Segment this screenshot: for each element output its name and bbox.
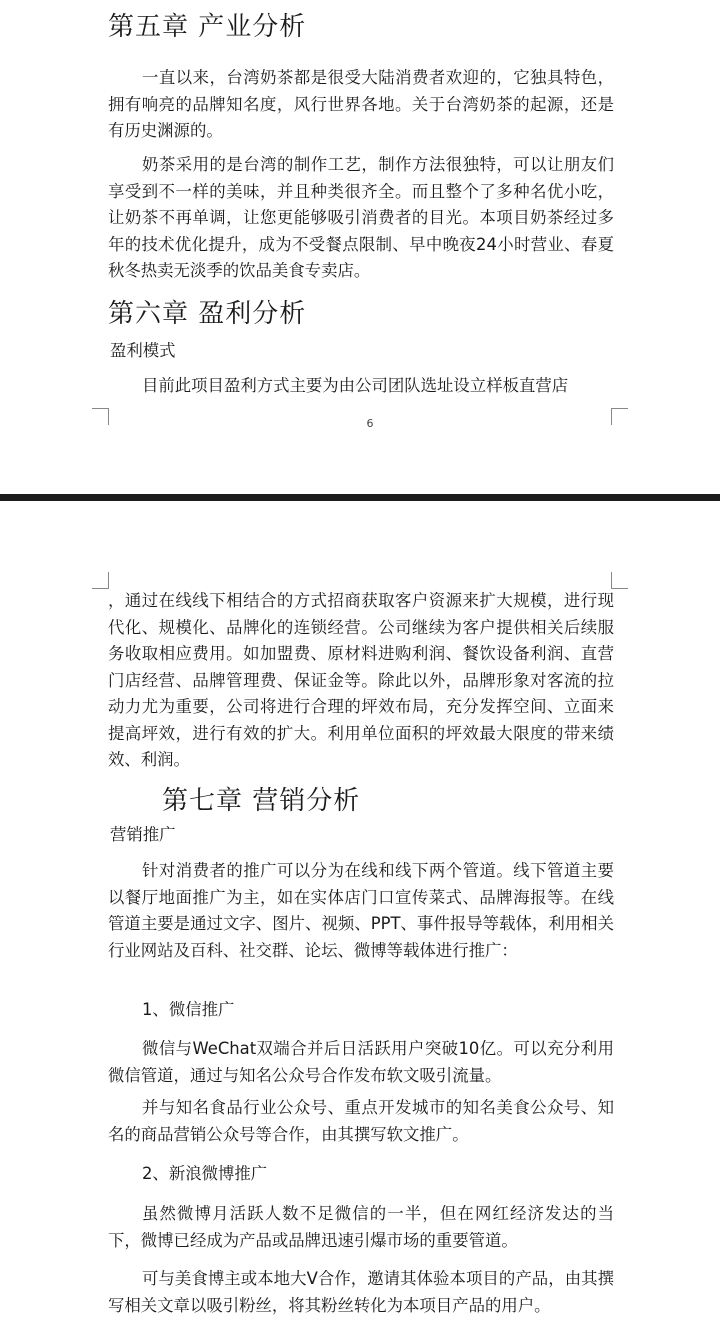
page-number: 6: [366, 417, 374, 430]
chapter5-paragraph-2: 奶茶采用的是台湾的制作工艺，制作方法很独特，可以让朋友们享受到不一样的美味，并且种类很齐全。而且整个了多种名优小吃，让奶茶不再单调，让您更能够吸引消费者的目光。本项目奶茶经过多年的技术优化提升，成为不受餐点限制、早中晚夜24小时营业、春夏秋冬热卖无淡季的饮品美食专卖店。: [108, 155, 614, 280]
weibo-paragraph-1: 虽然微博月活跃人数不足微信的一半，但在网红经济发达的当下，微博已经成为产品或品牌迅速引爆市场的重要管道。: [108, 1204, 614, 1250]
margin-corner-mark: [611, 572, 628, 589]
weibo-paragraph-2: 可与美食博主或本地大V合作，邀请其体验本项目的产品，由其撰写相关文章以吸引粉丝，将其粉丝转化为本项目产品的用户。: [108, 1269, 614, 1315]
chapter7-subheading: 营销推广: [110, 825, 176, 844]
margin-corner-mark: [92, 572, 109, 589]
wechat-paragraph-2: 并与知名食品行业公众号、重点开发城市的知名美食公众号、知名的商品营销公众号等合作，由其撰写软文推广。: [108, 1098, 614, 1144]
weibo-promotion-heading: 2、新浪微博推广: [142, 1164, 268, 1183]
wechat-paragraph-1: 微信与WeChat双端合并后日活跃用户突破10亿。可以充分利用微信管道，通过与知名公众号合作发布软文吸引流量。: [108, 1039, 614, 1085]
wechat-promotion-heading: 1、微信推广: [142, 1000, 235, 1019]
chapter6-paragraph-continued: ，通过在线线下相结合的方式招商获取客户资源来扩大规模，进行现代化、规模化、品牌化的连锁经营。公司继续为客户提供相关后续服务收取相应费用。如加盟费、原材料进购利润、餐饮设备利润、直营门店经营、品牌管理费、保证金等。除此以外，品牌形象对客流的拉动力尤为重要，公司将进行合理的坪效布局，充分发挥空间、立面来提高坪效，进行有效的扩大。利用单位面积的坪效最大限度的带来绩效、利润。: [108, 591, 614, 769]
chapter7-paragraph-1: 针对消费者的推广可以分为在线和线下两个管道。线下管道主要以餐厅地面推广为主，如在实体店门口宣传菜式、品牌海报等。在线管道主要是通过文字、图片、视频、PPT、事件报导等载体，利用相关行业网站及百科、社交群、论坛、微博等载体进行推广：: [108, 861, 614, 960]
chapter6-subheading: 盈利模式: [110, 341, 176, 360]
page-separator: [0, 494, 720, 501]
document-page-7: [0, 501, 720, 1324]
chapter6-paragraph-1: 目前此项目盈利方式主要为由公司团队选址设立样板直营店: [142, 376, 569, 395]
document-page-6: [0, 0, 720, 494]
chapter5-heading: 第五章 产业分析: [108, 12, 307, 42]
chapter7-heading: 第七章 营销分析: [162, 786, 361, 816]
chapter6-heading: 第六章 盈利分析: [108, 299, 307, 329]
chapter5-paragraph-1: 一直以来，台湾奶茶都是很受大陆消费者欢迎的，它独具特色，拥有响亮的品牌知名度，风行世界各地。关于台湾奶茶的起源，还是有历史渊源的。: [108, 68, 614, 140]
